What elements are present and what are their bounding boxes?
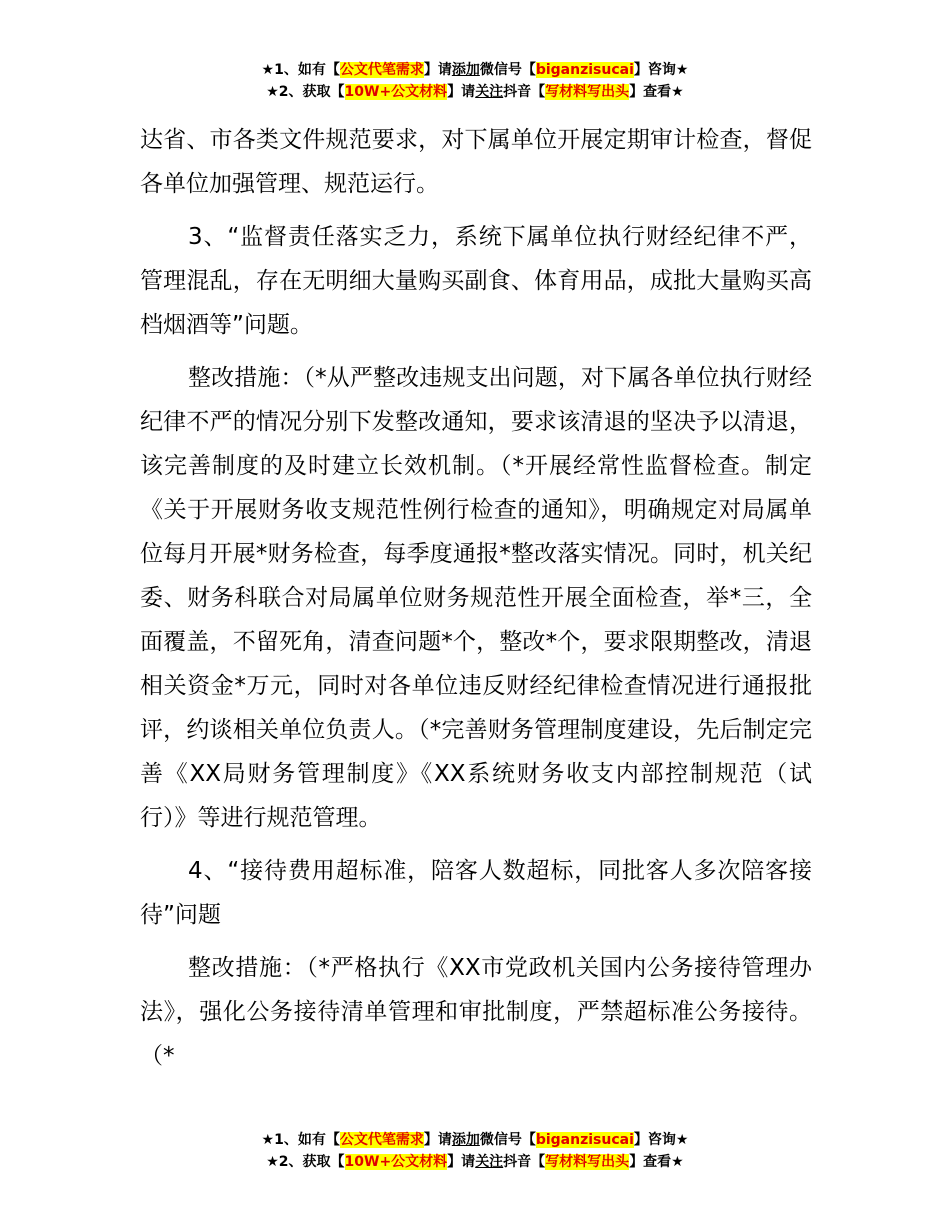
banner-text: ★1、如有【: [261, 1132, 340, 1148]
highlight-wechat-id: biganzisucai: [535, 1132, 634, 1148]
highlight-service: 公文代笔需求: [339, 62, 424, 78]
highlight-wechat-id: biganzisucai: [535, 62, 634, 78]
highlight-douyin-account: 写材料写出头: [545, 84, 630, 100]
banner-text: 】咨询★: [633, 62, 689, 78]
banner-text: 】请: [423, 1132, 452, 1148]
highlight-service: 公文代笔需求: [339, 1132, 424, 1148]
banner-text: ★2、获取【: [266, 1154, 345, 1170]
header-banner: [0, 59, 950, 103]
banner-text: 】请: [447, 1154, 476, 1170]
underlined-add: 添加: [451, 1132, 480, 1148]
document-body: [140, 118, 812, 1087]
underlined-follow: 关注: [475, 84, 504, 100]
banner-text: 】查看★: [629, 1154, 684, 1170]
paragraph-issue-3: 3、“监督责任落实乏力，系统下属单位执行财经纪律不严，管理混乱，存在无明细大量购买副食、体育用品，成批大量购买高档烟酒等”问题。: [140, 224, 812, 338]
banner-text: ★2、获取【: [266, 84, 345, 100]
banner-text: 微信号【: [479, 1132, 536, 1148]
highlight-materials: 10W+公文材料: [344, 1154, 448, 1170]
highlight-materials: 10W+公文材料: [344, 84, 448, 100]
footer-banner-line-1: [0, 1129, 950, 1151]
paragraph-continuation: 达省、市各类文件规范要求，对下属单位开展定期审计检查，督促各单位加强管理、规范运行。: [140, 127, 812, 197]
banner-text: 】咨询★: [633, 1132, 689, 1148]
banner-text: 】请: [447, 84, 476, 100]
underlined-follow: 关注: [475, 1154, 504, 1170]
banner-text: 】查看★: [629, 84, 684, 100]
footer-banner: [0, 1129, 950, 1173]
header-banner-line-1: [0, 59, 950, 81]
banner-text: 】请: [423, 62, 452, 78]
footer-banner-line-2: [0, 1151, 950, 1173]
banner-text: 微信号【: [479, 62, 536, 78]
banner-text: 抖音【: [503, 84, 546, 100]
paragraph-measures-4: 整改措施：（*严格执行《XX市党政机关国内公务接待管理办法》，强化公务接待清单管理和审批制度，严禁超标准公务接待。（*: [140, 955, 812, 1069]
highlight-douyin-account: 写材料写出头: [545, 1154, 630, 1170]
paragraph-issue-4: 4、“接待费用超标准，陪客人数超标，同批客人多次陪客接待”问题: [140, 858, 812, 928]
banner-text: ★1、如有【: [261, 62, 340, 78]
banner-text: 抖音【: [503, 1154, 546, 1170]
underlined-add: 添加: [451, 62, 480, 78]
header-banner-line-2: [0, 81, 950, 103]
paragraph-measures-3: 整改措施：（*从严整改违规支出问题，对下属各单位执行财经纪律不严的情况分别下发整改通知，要求该清退的坚决予以清退，该完善制度的及时建立长效机制。（*开展经常性监督检查。制定《关于开展财务收支规范性例行检查的通知》，明确规定对局属单位每月开展*财务检查，每季度通报*整改落实情况。同时，机关纪委、财务科联合对局属单位财务规范性开展全面检查，举*三，全面覆盖，不留死角，清查问题*个，整改*个，要求限期整改，清退相关资金*万元，同时对各单位违反财经纪律检查情况进行通报批评，约谈相关单位负责人。（*完善财务管理制度建设，先后制定完善《XX局财务管理制度》《XX系统财务收支内部控制规范（试行）》等进行规范管理。: [140, 365, 812, 831]
